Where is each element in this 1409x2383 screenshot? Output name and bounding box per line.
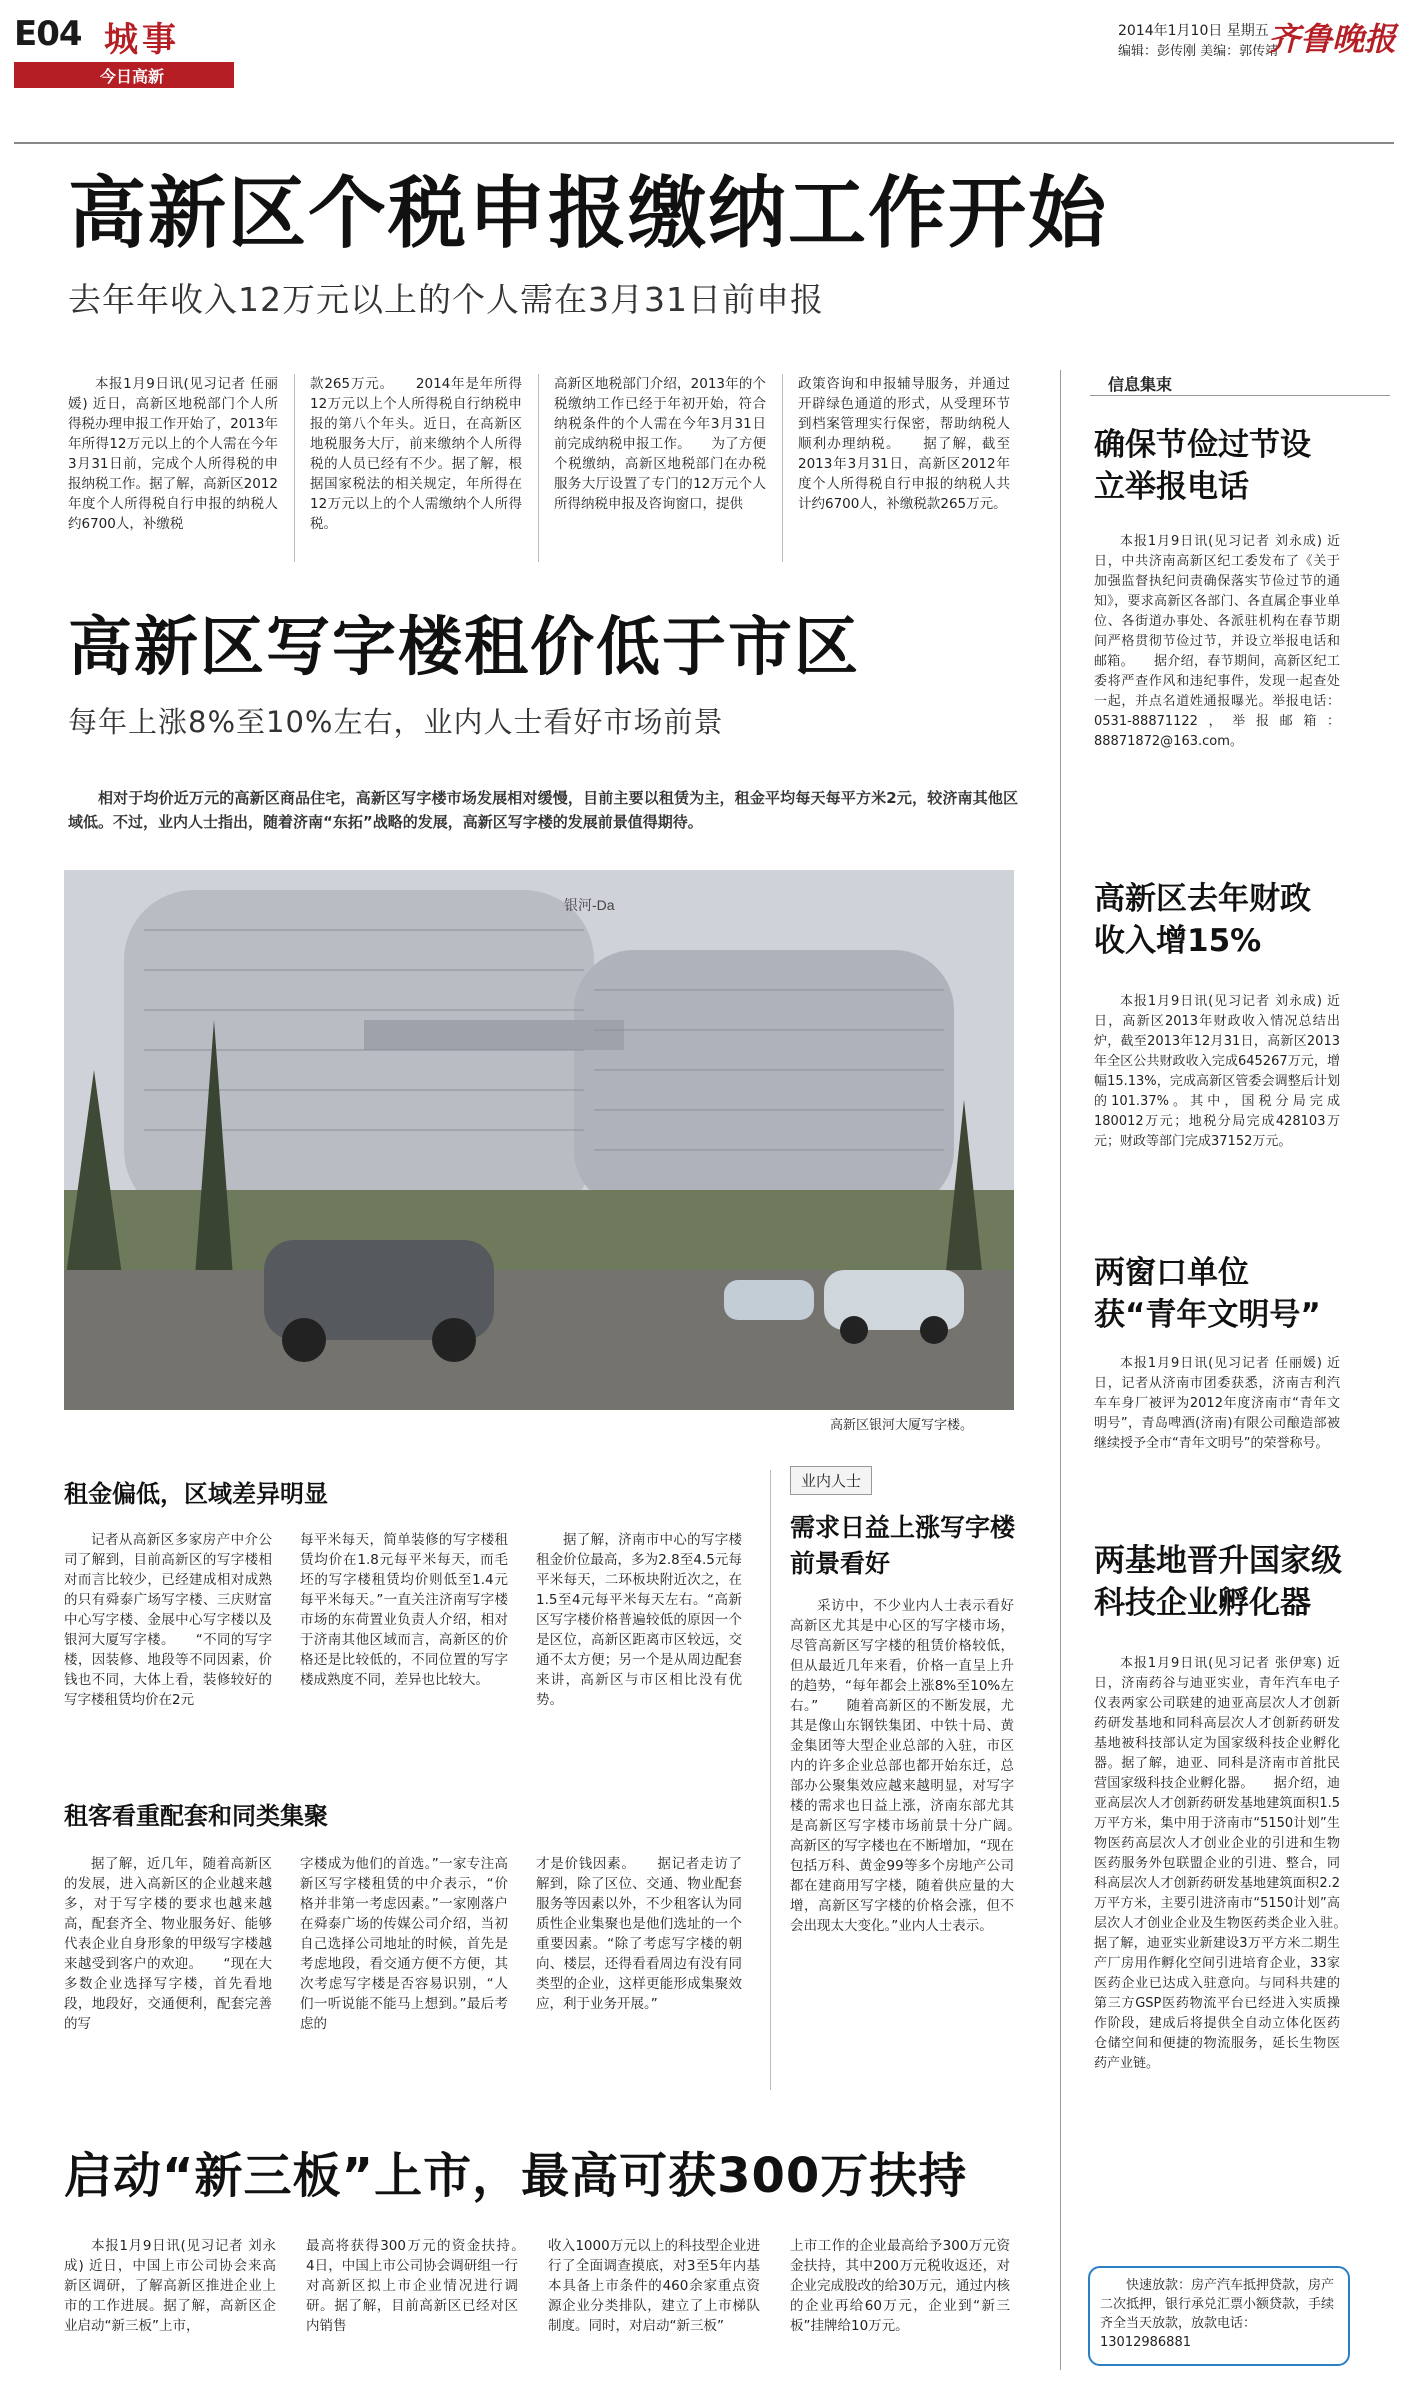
sidebar-item-title: 高新区去年财政收入增15%	[1094, 881, 1311, 959]
editor-line: 编辑：彭传刚 美编：郭传靖	[1118, 44, 1279, 59]
header-rule	[14, 142, 1394, 144]
brand-logo: 齐鲁晚报	[1268, 20, 1397, 58]
article3-col3: 收入1000万元以上的科技型企业进行了全面调查摸底，对3至5年内基本具备上市条件的460余家重点资源企业分类排队，建立了上市梯队制度。同时，对启动“新三板”	[548, 2238, 760, 2334]
column-rule	[770, 1470, 771, 2090]
insider-text: 采访中，不少业内人士表示看好高新区尤其是中心区的写字楼市场，尽管高新区写字楼的租赁价格较低，但从最近几年来看，价格一直呈上升的趋势，“每年都会上涨8%至10%左右。” 随着高新区的不断发展，尤其是像山东钢铁集团、中铁十局、黄金集团等大型企业总部的入驻，市区内的许多企业总部也都开始东迁，总部办公聚集效应越来越明显，对写字楼的需求也日益上涨，济南东部尤其是高新区写字楼市场前景十分广阔。 高新区的写字楼也在不断增加，“现在包括万科、黄金99等多个房地产公司都在建商用写字楼，随着供应量的大增，高新区写字楼的价格会涨，但不会出现太大变化。”业内人士表示。	[790, 1598, 1041, 1934]
sub1-title: 租金偏低，区域差异明显	[64, 1480, 328, 1508]
article1-title: 高新区个税申报缴纳工作开始	[68, 169, 1109, 259]
sub2-col3: 才是价钱因素。 据记者走访了解到，除了区位、交通、物业配套服务等因素以外，不少租客认为同质性企业集聚也是他们选址的一个重要因素。“除了考虑写字楼的朝向、楼层，还得看看周边有没有同类型的企业，这样更能形成集聚效应，利于业务开展。”	[536, 1856, 742, 2012]
column-rule	[294, 374, 295, 562]
sub2-title: 租客看重配套和同类集聚	[64, 1802, 328, 1830]
sub1-col2: 每平米每天，简单装修的写字楼租赁均价在1.8元每平米每天，而毛坯的写字楼租赁均价则低至1.4元每平米每天。”一直关注济南写字楼市场的东荷置业负责人介绍，相对于济南其他区域而言，高新区的价格还是比较低的，不同位置的写字楼成熟度不同，差异也比较大。	[300, 1532, 508, 1688]
sub1-col1: 记者从高新区多家房产中介公司了解到，目前高新区的写字楼相对而言比较少，已经建成相对成熟的只有舜泰广场写字楼、三庆财富中心写字楼、金展中心写字楼以及银河大厦写字楼。 “不同的写字楼，因装修、地段等不同因素，价钱也不同，大体上看，装修较好的写字楼租赁均价在2元	[64, 1532, 272, 1708]
sub2-col1: 据了解，近几年，随着高新区的发展，进入高新区的企业越来越多，对于写字楼的要求也越来越高，配套齐全、物业服务好、能够代表企业自身形象的甲级写字楼越来越受到客户的欢迎。 “现在大多数企业选择写字楼，首先看地段，地段好，交通便利，配套完善的写	[64, 1856, 272, 2032]
sidebar-item-text: 本报1月9日讯(见习记者 任丽媛) 近日，记者从济南市团委获悉，济南吉利汽车车身厂被评为2012年度济南市“青年文明号”，青岛啤酒(济南)有限公司酿造部被继续授予全市“青年文明号”的荣誉称号。	[1094, 1356, 1340, 1451]
sidebar-item-title: 两基地晋升国家级科技企业孵化器	[1094, 1543, 1342, 1621]
insider-tag: 业内人士	[790, 1466, 872, 1495]
photo-illustration	[64, 870, 1014, 1410]
sub1-col3: 据了解，济南市中心的写字楼租金价位最高，多为2.8至4.5元每平米每天，二环板块附近次之，在1.5至4元每平米每天左右。“高新区写字楼价格普遍较低的原因一个是区位，高新区距离市区较远，交通不太方便；另一个是从周边配套来讲，高新区与市区相比没有优势。	[536, 1532, 742, 1708]
sidebar-item-text: 本报1月9日讯(见习记者 刘永成) 近日，高新区2013年财政收入情况总结出炉，截至2013年12月31日，高新区2013年全区公共财政收入完成645267万元，增幅15.13%，完成高新区管委会调整后计划的101.37%。其中，国税分局完成180012万元；地税分局完成428103万元；财政等部门完成37152万元。	[1094, 994, 1340, 1149]
sidebar-item-text: 本报1月9日讯(见习记者 张伊寒) 近日，济南药谷与迪亚实业，青年汽车电子仪表两家公司联建的迪亚高层次人才创新药研发基地和同科高层次人才创新药研发基地被科技部认定为国家级科技企业孵化器。据了解，迪亚、同科是济南市首批民营国家级科技企业孵化器。 据介绍，迪亚高层次人才创新药研发基地建筑面积1.5万平方米，集中用于济南市“5150计划”生物医药高层次人才创业企业的引进和生物医药服务外包联盟企业的引进、整合，同科高层次人才创新药研发基地建筑面积2.2万平方米，主要引进济南市“5150计划”高层次人才创业企业及生物医药类企业入驻。 据了解，迪亚实业新建设3万平方米二期生产厂房用作孵化空间引进培育企业，33家医药企业已达成入驻意向。与同科共建的第三方GSP医药物流平台已经进入实质操作阶段，建成后将提供全自动立体化医药仓储空间和便捷的物流服务，延长生物医药产业链。	[1094, 1656, 1367, 2071]
insider-title: 需求日益上涨写字楼前景看好	[790, 1513, 1016, 1578]
column-rule	[538, 374, 539, 562]
building-sign: 银河-Da	[564, 897, 615, 913]
article3-title: 启动“新三板”上市，最高可获300万扶持	[64, 2148, 968, 2204]
sub2-col2: 字楼成为他们的首选。”一家专注高新区写字楼租赁的中介表示，“价格并非第一考虑因素。”一家刚落户在舜泰广场的传媒公司介绍，当初自己选择公司地址的时候，首先是考虑地段，看交通方便不方便，其次考虑写字楼是否容易识别，“人们一听说能不能马上想到。”最后考虑的	[300, 1856, 508, 2032]
article3-col1: 本报1月9日讯(见习记者 刘永成) 近日，中国上市公司协会来高新区调研，了解高新区推进企业上市的工作进展。据了解，高新区企业启动“新三板”上市，	[64, 2238, 276, 2334]
column-rule	[782, 374, 783, 562]
article1-col3: 高新区地税部门介绍，2013年的个税缴纳工作已经于年初开始，符合纳税条件的个人需在今年3月31日前完成纳税申报工作。 为了方便个税缴纳，高新区地税部门在办税服务大厅设置了专门的12万元个人所得纳税申报及咨询窗口，提供	[554, 376, 766, 512]
date-line: 2014年1月10日 星期五	[1118, 23, 1269, 39]
page-number: E04	[14, 14, 82, 54]
article3-col2: 最高将获得300万元的资金扶持。 4日，中国上市公司协会调研组一行对高新区拟上市企业情况进行调研。据了解，目前高新区已经对区内销售	[306, 2238, 545, 2334]
sidebar-item-title: 两窗口单位获“青年文明号”	[1094, 1255, 1321, 1333]
article1-subtitle: 去年年收入12万元以上的个人需在3月31日前申报	[68, 280, 824, 319]
sidebar-item-text: 本报1月9日讯(见习记者 刘永成) 近日，中共济南高新区纪工委发布了《关于加强监督执纪问责确保落实节俭过节的通知》，要求高新区各部门、各直属企事业单位、各街道办事处、各派驻机构在春节期间严格贯彻节俭过节，并设立举报电话和邮箱。 据介绍，春节期间，高新区纪工委将严查作风和违纪事件，发现一起查处一起，并点名道姓通报曝光。举报电话：0531-88871122，举报邮箱：88871872@163.com。	[1094, 534, 1340, 749]
article1-col2: 款265万元。 2014年是年所得12万元以上个人所得税自行纳税申报的第八个年头。近日，在高新区地税服务大厅，前来缴纳个人所得税的人员已经有不少。据了解，根据国家税法的相关规定，年所得在12万元以上的个人需缴纳个人所得税。	[310, 376, 522, 532]
sidebar-rule	[1060, 370, 1061, 2370]
loan-ad-box	[1088, 2266, 1350, 2366]
office-building-photo	[64, 870, 1014, 1410]
section-name: 城事	[104, 20, 180, 60]
article3-col4: 上市工作的企业最高给予300万元资金扶持，其中200万元税收返还，对企业完成股改的给30万元，通过内核的企业再给60万元，企业到“新三板”挂牌给10万元。	[790, 2238, 1010, 2334]
article1-col4: 政策咨询和申报辅导服务，并通过开辟绿色通道的形式，从受理环节到档案管理实行保密，帮助纳税人顺利办理纳税。 据了解，截至2013年3月31日，高新区2012年度个人所得税自行申报的纳税人共计约6700人，补缴税款265万元。	[798, 376, 1010, 512]
article2-lead: 相对于均价近万元的高新区商品住宅，高新区写字楼市场发展相对缓慢，目前主要以租赁为主，租金平均每天每平方米2元，较济南其他区域低。不过，业内人士指出，随着济南“东拓”战略的发展，高新区写字楼的发展前景值得期待。	[68, 789, 1018, 831]
sidebar-item-title: 确保节俭过节设立举报电话	[1094, 427, 1311, 505]
photo-caption: 高新区银河大厦写字楼。	[830, 1418, 974, 1433]
article2-title: 高新区写字楼租价低于市区	[68, 611, 860, 685]
article2-subtitle: 每年上涨8%至10%左右，业内人士看好市场前景	[68, 705, 724, 739]
article1-col1: 本报1月9日讯(见习记者 任丽媛) 近日，高新区地税部门个人所得税办理申报工作开始了，2013年年所得12万元以上的个人需在今年3月31日前，完成个人所得税的申报纳税工作。据了解，高新区2012年度个人所得税自行申报的纳税人约6700人，补缴税	[68, 376, 278, 532]
loan-ad-text: 快速放款：房产汽车抵押贷款，房产二次抵押，银行承兑汇票小额贷款，手续齐全当天放款，放款电话：13012986881	[1100, 2278, 1335, 2350]
subsection-name: 今日高新	[100, 67, 165, 86]
sidebar-label: 信息集束	[1108, 375, 1173, 394]
page-header	[0, 0, 1409, 96]
